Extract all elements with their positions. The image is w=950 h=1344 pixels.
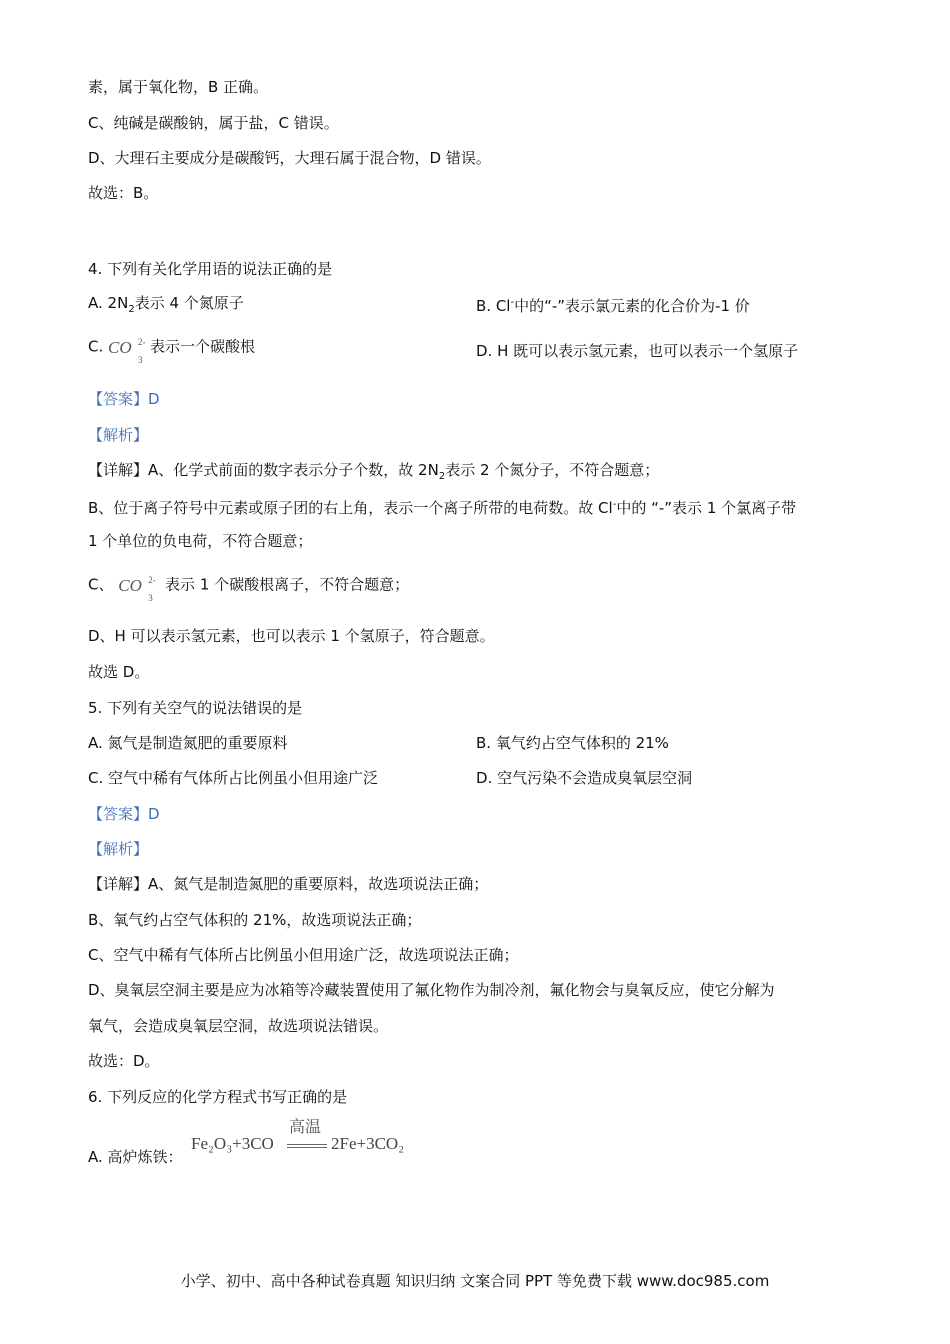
q4-option-a-pre: A. 2N: [88, 294, 129, 312]
q5-detail-d-cont: 氧气，会造成臭氧层空洞，故选项说法错误。: [88, 1017, 389, 1035]
q4-detail-b-cont: 1 个单位的负电荷，不符合题意；: [88, 532, 313, 550]
text-line: 故选：B。: [88, 184, 159, 202]
carbonate-formula: [118, 572, 160, 603]
equation-rhs: 2Fe+3CO₂: [331, 1134, 405, 1153]
carbonate-formula: [108, 334, 150, 365]
detail-label: 【详解】: [88, 461, 149, 479]
q4-detail-c: [88, 572, 410, 603]
q4-option-c: [88, 334, 256, 365]
q4-detail-c-pre: C、: [88, 575, 114, 594]
q5-detail-a: 【详解】A、氮气是制造氮肥的重要原料，故选项说法正确；: [88, 875, 489, 893]
q5-option-d: D. 空气污染不会造成臭氧层空洞: [476, 769, 693, 787]
q4-detail-b: [88, 495, 796, 518]
co3-base: CO: [118, 576, 142, 595]
q4-option-a: [88, 293, 244, 320]
q5-conclusion: 故选：D。: [88, 1052, 160, 1070]
q5-detail-c: C、空气中稀有气体所占比例虽小但用途广泛，故选项说法正确；: [88, 946, 519, 964]
q4-option-b-post: 中的“-”表示氯元素的化合价为-1 价: [514, 297, 750, 315]
chemical-equation: [191, 1119, 431, 1162]
q4-detail-c-post: 表示 1 个碳酸根离子，不符合题意；: [165, 575, 410, 594]
question-5-stem: 5. 下列有关空气的说法错误的是: [88, 699, 303, 717]
q5-option-a: A. 氮气是制造氮肥的重要原料: [88, 734, 288, 752]
q5-option-c: C. 空气中稀有气体所占比例虽小但用途广泛: [88, 769, 379, 787]
question-4-stem: 4. 下列有关化学用语的说法正确的是: [88, 260, 333, 278]
q4-detail-a-pre: A、化学式前面的数字表示分子个数，故 2N: [148, 461, 439, 479]
q4-option-a-sub: 2: [128, 304, 135, 315]
page-footer: 小学、初中、高中各种试卷真题 知识归纳 文案合同 PPT 等免费下载 www.doc985.com: [180, 1272, 770, 1290]
q4-detail-b-post: 中的 “-”表示 1 个氯离子带: [616, 499, 797, 517]
q4-detail-d: D、H 可以表示氢元素，也可以表示 1 个氢原子，符合题意。: [88, 627, 495, 645]
q4-option-b-sup: -: [510, 297, 515, 308]
question-6-stem: 6. 下列反应的化学方程式书写正确的是: [88, 1088, 348, 1106]
q5-analysis-label: 【解析】: [88, 840, 149, 858]
q6-option-a-pre: A. 高炉炼铁：: [88, 1148, 183, 1166]
q5-detail-d: D、臭氧层空洞主要是应为冰箱等冷藏装置使用了氟化物作为制冷剂，氟化物会与臭氧反应，使它分解为: [88, 981, 775, 999]
co3-charge: 2-: [148, 575, 156, 585]
q4-option-a-post: 表示 4 个氮原子: [134, 294, 244, 312]
q5-option-b: B. 氧气约占空气体积的 21%: [476, 734, 669, 752]
q4-detail-a-sub: 2: [438, 471, 446, 482]
q5-detail-b: B、氧气约占空气体积的 21%，故选项说法正确；: [88, 911, 422, 929]
q4-option-c-pre: C.: [88, 337, 104, 356]
q4-option-c-post: 表示一个碳酸根: [150, 337, 256, 356]
co3-base: CO: [108, 338, 132, 357]
text-line: C、纯碱是碳酸钠，属于盐，C 错误。: [88, 114, 339, 132]
q4-analysis-label: 【解析】: [88, 426, 149, 444]
equation-equals: [287, 1144, 327, 1148]
co3-subscript: 3: [138, 355, 143, 365]
text-line: 素，属于氧化物，B 正确。: [88, 78, 269, 96]
equation-condition: 高温: [289, 1119, 322, 1136]
q4-detail-b-pre: B、位于离子符号中元素或原子团的右上角，表示一个离子所带的电荷数。故 Cl: [88, 499, 613, 517]
q4-detail-b-sup: -: [612, 499, 617, 510]
text-line: D、大理石主要成分是碳酸钙，大理石属于混合物，D 错误。: [88, 149, 491, 167]
q4-option-b-pre: B. Cl: [476, 297, 511, 315]
q4-detail-a-post: 表示 2 个氮分子，不符合题意；: [445, 461, 660, 479]
q4-answer: 【答案】D: [88, 390, 160, 408]
q4-option-b: [476, 293, 750, 316]
q5-answer: 【答案】D: [88, 805, 160, 823]
q4-conclusion: 故选 D。: [88, 663, 150, 681]
co3-charge: 2-: [138, 337, 146, 347]
co3-subscript: 3: [148, 593, 153, 603]
q4-detail-a: [88, 460, 659, 487]
q4-option-d: D. H 既可以表示氢元素，也可以表示一个氢原子: [476, 342, 799, 360]
equation-lhs: Fe₂O₃+3CO: [191, 1134, 274, 1153]
